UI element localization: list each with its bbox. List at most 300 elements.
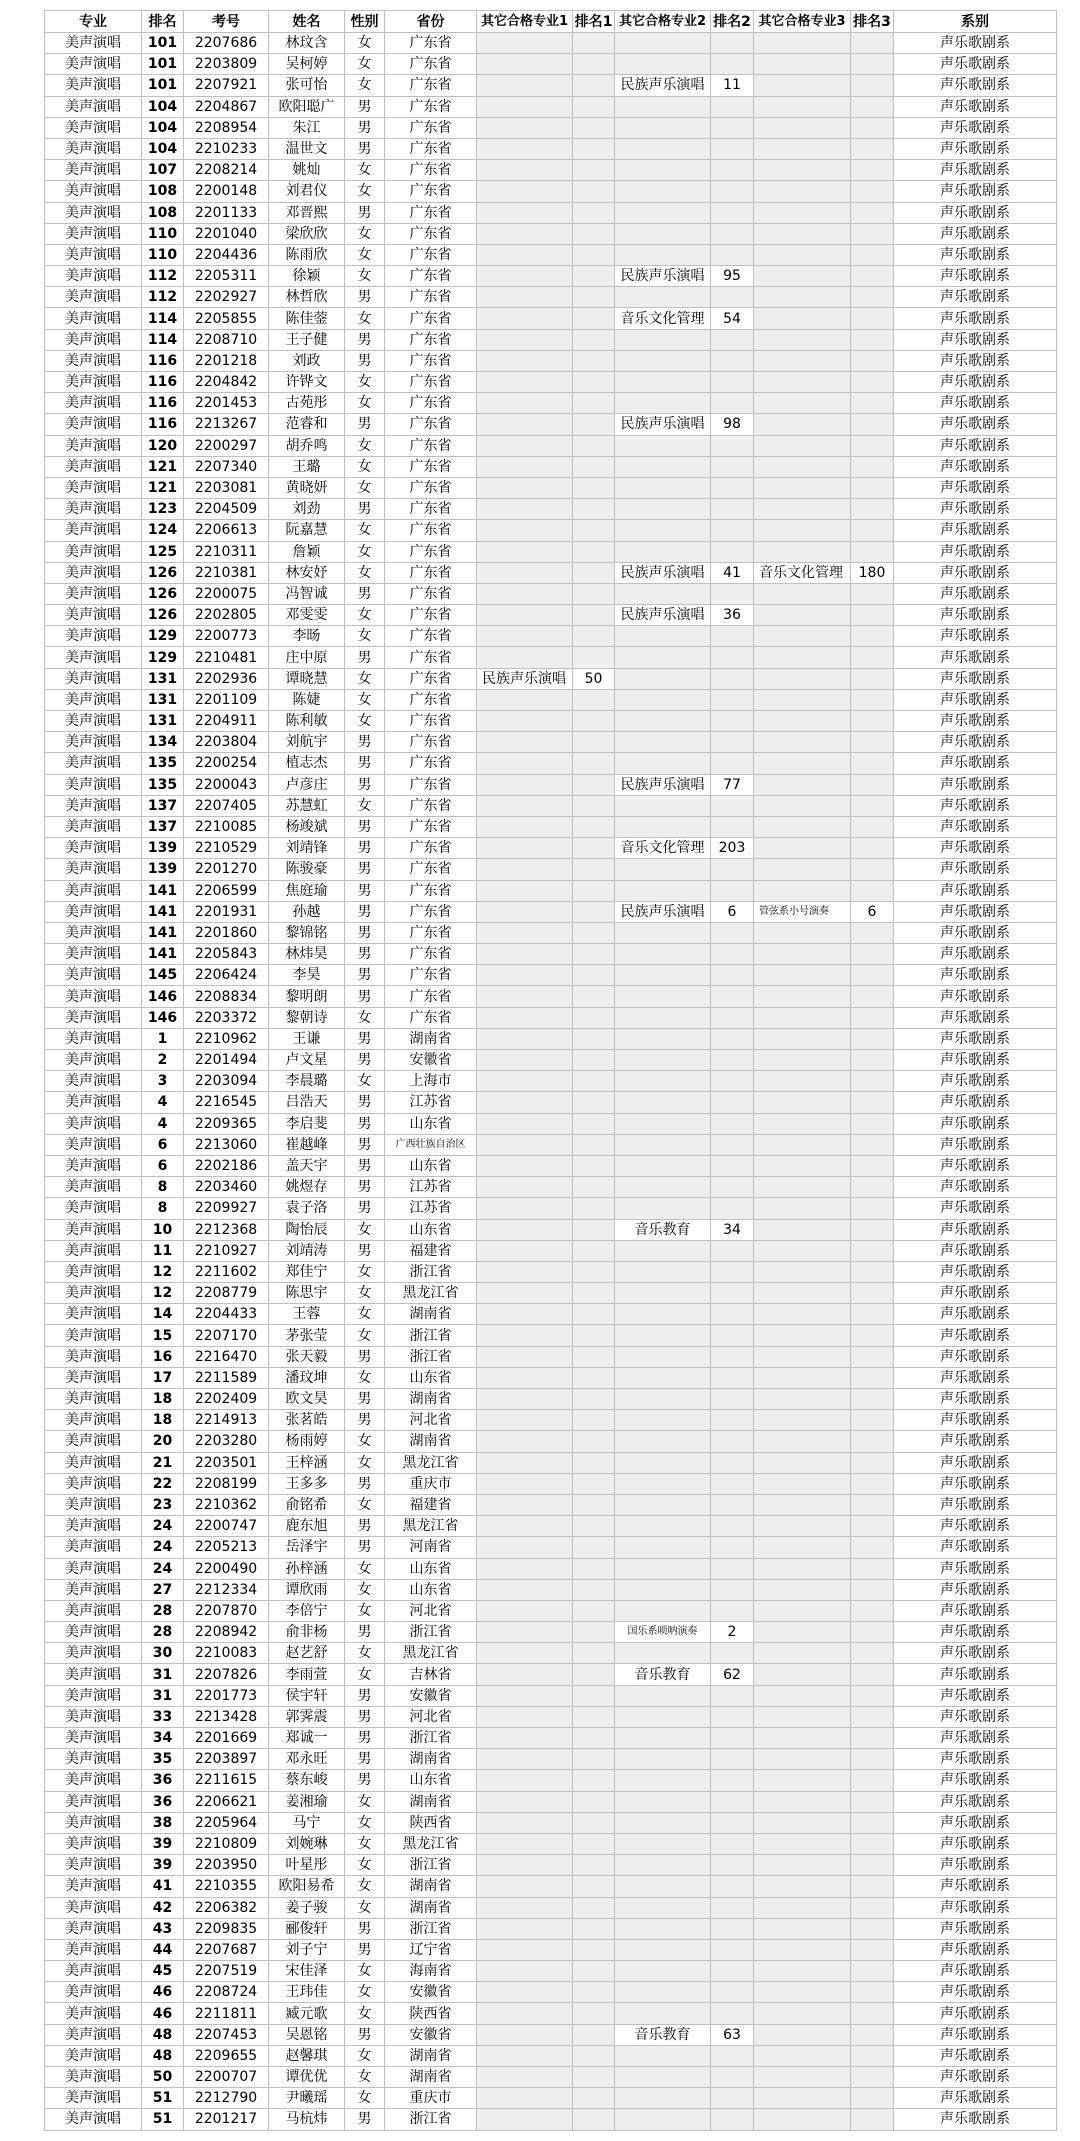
cell-gender[interactable]: 女 [345, 668, 385, 689]
cell-rank-3[interactable] [851, 477, 894, 498]
cell-rank[interactable]: 139 [142, 838, 184, 859]
cell-province[interactable]: 广东省 [385, 75, 477, 96]
cell-rank-3[interactable] [851, 1071, 894, 1092]
cell-other-major-3[interactable] [754, 308, 851, 329]
table-row[interactable] [45, 541, 1057, 562]
cell-rank-3[interactable]: 180 [851, 562, 894, 583]
cell-rank-3[interactable] [851, 414, 894, 435]
cell-other-major-2[interactable] [615, 1113, 711, 1134]
cell-other-major-1[interactable] [477, 795, 573, 816]
cell-rank-3[interactable] [851, 647, 894, 668]
cell-other-major-1[interactable] [477, 75, 573, 96]
cell-rank-2[interactable]: 98 [711, 414, 754, 435]
cell-rank-1[interactable] [573, 1982, 615, 2003]
cell-exam-number[interactable]: 2206599 [184, 880, 269, 901]
cell-major[interactable]: 美声演唱 [45, 1177, 142, 1198]
cell-other-major-2[interactable] [615, 2088, 711, 2109]
cell-exam-number[interactable]: 2207686 [184, 33, 269, 54]
cell-department[interactable]: 声乐歌剧系 [894, 96, 1057, 117]
cell-exam-number[interactable]: 2205964 [184, 1812, 269, 1833]
cell-gender[interactable]: 男 [345, 922, 385, 943]
cell-name[interactable]: 刘劲 [269, 499, 345, 520]
cell-name[interactable]: 陈婕 [269, 689, 345, 710]
cell-other-major-3[interactable] [754, 1897, 851, 1918]
cell-other-major-3[interactable] [754, 372, 851, 393]
table-row[interactable] [45, 138, 1057, 159]
cell-province[interactable]: 重庆市 [385, 2088, 477, 2109]
cell-rank-2[interactable] [711, 795, 754, 816]
cell-gender[interactable]: 男 [345, 414, 385, 435]
cell-rank-1[interactable] [573, 1558, 615, 1579]
cell-major[interactable]: 美声演唱 [45, 2003, 142, 2024]
cell-other-major-3[interactable] [754, 1452, 851, 1473]
cell-gender[interactable]: 男 [345, 1240, 385, 1261]
cell-rank-1[interactable] [573, 181, 615, 202]
cell-rank[interactable]: 3 [142, 1071, 184, 1092]
cell-exam-number[interactable]: 2200043 [184, 774, 269, 795]
cell-rank-3[interactable] [851, 2045, 894, 2066]
cell-rank-1[interactable] [573, 1092, 615, 1113]
cell-other-major-1[interactable] [477, 1050, 573, 1071]
cell-exam-number[interactable]: 2205213 [184, 1537, 269, 1558]
cell-rank[interactable]: 16 [142, 1346, 184, 1367]
cell-other-major-3[interactable] [754, 1982, 851, 2003]
cell-other-major-1[interactable] [477, 901, 573, 922]
cell-rank-3[interactable] [851, 795, 894, 816]
cell-other-major-1[interactable] [477, 1833, 573, 1854]
cell-province[interactable]: 山东省 [385, 1367, 477, 1388]
cell-other-major-1[interactable] [477, 1855, 573, 1876]
cell-major[interactable]: 美声演唱 [45, 1134, 142, 1155]
cell-department[interactable]: 声乐歌剧系 [894, 2024, 1057, 2045]
cell-rank-3[interactable] [851, 1325, 894, 1346]
cell-other-major-3[interactable] [754, 1240, 851, 1261]
table-row[interactable] [45, 2088, 1057, 2109]
cell-major[interactable]: 美声演唱 [45, 859, 142, 880]
cell-department[interactable]: 声乐歌剧系 [894, 1431, 1057, 1452]
table-row[interactable] [45, 1219, 1057, 1240]
cell-other-major-1[interactable] [477, 202, 573, 223]
cell-rank-2[interactable]: 62 [711, 1664, 754, 1685]
cell-other-major-3[interactable] [754, 75, 851, 96]
cell-other-major-1[interactable] [477, 1537, 573, 1558]
cell-exam-number[interactable]: 2201109 [184, 689, 269, 710]
table-row[interactable] [45, 1812, 1057, 1833]
cell-exam-number[interactable]: 2206613 [184, 520, 269, 541]
cell-rank-3[interactable]: 6 [851, 901, 894, 922]
cell-other-major-3[interactable] [754, 1855, 851, 1876]
cell-rank-3[interactable] [851, 393, 894, 414]
cell-other-major-2[interactable]: 民族声乐演唱 [615, 75, 711, 96]
cell-rank-1[interactable] [573, 1664, 615, 1685]
cell-exam-number[interactable]: 2202805 [184, 605, 269, 626]
cell-rank-2[interactable] [711, 541, 754, 562]
cell-province[interactable]: 广东省 [385, 308, 477, 329]
table-row[interactable] [45, 266, 1057, 287]
cell-other-major-1[interactable] [477, 711, 573, 732]
cell-other-major-3[interactable] [754, 1071, 851, 1092]
table-row[interactable] [45, 117, 1057, 138]
cell-rank-2[interactable] [711, 668, 754, 689]
cell-major[interactable]: 美声演唱 [45, 1410, 142, 1431]
cell-exam-number[interactable]: 2203094 [184, 1071, 269, 1092]
cell-department[interactable]: 声乐歌剧系 [894, 605, 1057, 626]
cell-rank[interactable]: 2 [142, 1050, 184, 1071]
cell-name[interactable]: 卢彦庄 [269, 774, 345, 795]
cell-rank-3[interactable] [851, 520, 894, 541]
cell-department[interactable]: 声乐歌剧系 [894, 2088, 1057, 2109]
cell-rank-2[interactable] [711, 223, 754, 244]
cell-other-major-1[interactable] [477, 1643, 573, 1664]
cell-name[interactable]: 崔越峰 [269, 1134, 345, 1155]
cell-rank-1[interactable] [573, 1770, 615, 1791]
cell-exam-number[interactable]: 2205311 [184, 266, 269, 287]
cell-exam-number[interactable]: 2208942 [184, 1622, 269, 1643]
cell-other-major-2[interactable] [615, 1410, 711, 1431]
cell-name[interactable]: 植志杰 [269, 753, 345, 774]
cell-major[interactable]: 美声演唱 [45, 1537, 142, 1558]
cell-department[interactable]: 声乐歌剧系 [894, 1177, 1057, 1198]
cell-exam-number[interactable]: 2202409 [184, 1389, 269, 1410]
cell-name[interactable]: 杨竣斌 [269, 816, 345, 837]
cell-name[interactable]: 王璐 [269, 456, 345, 477]
cell-major[interactable]: 美声演唱 [45, 1155, 142, 1176]
cell-other-major-3[interactable] [754, 1537, 851, 1558]
cell-rank-2[interactable] [711, 1431, 754, 1452]
cell-rank[interactable]: 46 [142, 1982, 184, 2003]
cell-other-major-3[interactable] [754, 223, 851, 244]
cell-province[interactable]: 安徽省 [385, 2024, 477, 2045]
table-row[interactable] [45, 2067, 1057, 2088]
cell-rank-2[interactable] [711, 922, 754, 943]
cell-department[interactable]: 声乐歌剧系 [894, 1219, 1057, 1240]
cell-name[interactable]: 黄晓妍 [269, 477, 345, 498]
table-row[interactable] [45, 1325, 1057, 1346]
cell-name[interactable]: 阮嘉慧 [269, 520, 345, 541]
cell-gender[interactable]: 男 [345, 1389, 385, 1410]
cell-province[interactable]: 山东省 [385, 1770, 477, 1791]
cell-major[interactable]: 美声演唱 [45, 1897, 142, 1918]
cell-province[interactable]: 陕西省 [385, 2003, 477, 2024]
table-row[interactable] [45, 711, 1057, 732]
cell-other-major-1[interactable] [477, 1431, 573, 1452]
cell-name[interactable]: 刘航宇 [269, 732, 345, 753]
cell-major[interactable]: 美声演唱 [45, 1876, 142, 1897]
cell-department[interactable]: 声乐歌剧系 [894, 986, 1057, 1007]
cell-rank-1[interactable] [573, 1897, 615, 1918]
cell-rank[interactable]: 28 [142, 1600, 184, 1621]
cell-rank-3[interactable] [851, 1219, 894, 1240]
cell-rank[interactable]: 10 [142, 1219, 184, 1240]
cell-rank-3[interactable] [851, 1134, 894, 1155]
cell-other-major-3[interactable] [754, 350, 851, 371]
cell-gender[interactable]: 男 [345, 965, 385, 986]
cell-gender[interactable]: 女 [345, 223, 385, 244]
cell-rank-3[interactable] [851, 626, 894, 647]
cell-major[interactable]: 美声演唱 [45, 477, 142, 498]
header-exam-number[interactable]: 考号 [184, 11, 269, 33]
cell-province[interactable]: 黑龙江省 [385, 1516, 477, 1537]
cell-major[interactable]: 美声演唱 [45, 223, 142, 244]
cell-rank-3[interactable] [851, 1494, 894, 1515]
cell-rank-2[interactable] [711, 1579, 754, 1600]
table-row[interactable] [45, 308, 1057, 329]
cell-rank-2[interactable] [711, 520, 754, 541]
cell-province[interactable]: 浙江省 [385, 1325, 477, 1346]
cell-rank-1[interactable] [573, 2024, 615, 2045]
cell-province[interactable]: 广东省 [385, 223, 477, 244]
cell-rank-2[interactable] [711, 1071, 754, 1092]
cell-rank-1[interactable] [573, 986, 615, 1007]
cell-major[interactable]: 美声演唱 [45, 1028, 142, 1049]
cell-gender[interactable]: 男 [345, 1622, 385, 1643]
cell-other-major-1[interactable] [477, 1600, 573, 1621]
cell-name[interactable]: 李倍宁 [269, 1600, 345, 1621]
cell-other-major-1[interactable] [477, 2088, 573, 2109]
cell-other-major-1[interactable] [477, 244, 573, 265]
cell-department[interactable]: 声乐歌剧系 [894, 520, 1057, 541]
cell-province[interactable]: 黑龙江省 [385, 1833, 477, 1854]
cell-other-major-2[interactable] [615, 1770, 711, 1791]
cell-major[interactable]: 美声演唱 [45, 1579, 142, 1600]
cell-major[interactable]: 美声演唱 [45, 372, 142, 393]
table-row[interactable] [45, 2045, 1057, 2066]
cell-rank[interactable]: 22 [142, 1473, 184, 1494]
cell-exam-number[interactable]: 2212790 [184, 2088, 269, 2109]
cell-rank-1[interactable] [573, 1367, 615, 1388]
cell-rank-1[interactable] [573, 562, 615, 583]
cell-rank[interactable]: 101 [142, 33, 184, 54]
cell-rank-3[interactable] [851, 1473, 894, 1494]
table-row[interactable] [45, 181, 1057, 202]
cell-rank-1[interactable] [573, 1622, 615, 1643]
cell-other-major-3[interactable] [754, 499, 851, 520]
cell-name[interactable]: 姜子骏 [269, 1897, 345, 1918]
cell-other-major-1[interactable] [477, 2024, 573, 2045]
cell-gender[interactable]: 女 [345, 1283, 385, 1304]
cell-exam-number[interactable]: 2211589 [184, 1367, 269, 1388]
cell-rank[interactable]: 116 [142, 372, 184, 393]
cell-gender[interactable]: 男 [345, 880, 385, 901]
cell-rank-3[interactable] [851, 1876, 894, 1897]
cell-department[interactable]: 声乐歌剧系 [894, 1770, 1057, 1791]
cell-exam-number[interactable]: 2201040 [184, 223, 269, 244]
cell-rank[interactable]: 21 [142, 1452, 184, 1473]
cell-rank[interactable]: 135 [142, 774, 184, 795]
cell-rank[interactable]: 48 [142, 2045, 184, 2066]
cell-rank-3[interactable] [851, 1007, 894, 1028]
cell-exam-number[interactable]: 2207826 [184, 1664, 269, 1685]
cell-major[interactable]: 美声演唱 [45, 901, 142, 922]
cell-rank-3[interactable] [851, 1897, 894, 1918]
table-row[interactable] [45, 1389, 1057, 1410]
cell-rank-2[interactable]: 54 [711, 308, 754, 329]
cell-rank-1[interactable] [573, 1452, 615, 1473]
cell-department[interactable]: 声乐歌剧系 [894, 922, 1057, 943]
cell-major[interactable]: 美声演唱 [45, 1050, 142, 1071]
cell-gender[interactable]: 男 [345, 2024, 385, 2045]
cell-other-major-3[interactable] [754, 774, 851, 795]
header-major[interactable]: 专业 [45, 11, 142, 33]
cell-department[interactable]: 声乐歌剧系 [894, 414, 1057, 435]
cell-rank-3[interactable] [851, 202, 894, 223]
cell-department[interactable]: 声乐歌剧系 [894, 372, 1057, 393]
cell-other-major-2[interactable] [615, 287, 711, 308]
cell-rank-2[interactable] [711, 477, 754, 498]
cell-other-major-1[interactable] [477, 1876, 573, 1897]
cell-other-major-3[interactable] [754, 944, 851, 965]
cell-other-major-3[interactable] [754, 1261, 851, 1282]
cell-other-major-1[interactable] [477, 1283, 573, 1304]
cell-rank[interactable]: 131 [142, 711, 184, 732]
cell-other-major-1[interactable] [477, 1706, 573, 1727]
cell-province[interactable]: 广东省 [385, 901, 477, 922]
cell-rank[interactable]: 145 [142, 965, 184, 986]
cell-exam-number[interactable]: 2210083 [184, 1643, 269, 1664]
cell-department[interactable]: 声乐歌剧系 [894, 1346, 1057, 1367]
cell-rank-1[interactable] [573, 202, 615, 223]
table-row[interactable] [45, 33, 1057, 54]
cell-other-major-1[interactable] [477, 583, 573, 604]
cell-department[interactable]: 声乐歌剧系 [894, 1961, 1057, 1982]
cell-major[interactable]: 美声演唱 [45, 456, 142, 477]
header-gender[interactable]: 性别 [345, 11, 385, 33]
cell-gender[interactable]: 女 [345, 1261, 385, 1282]
cell-rank-1[interactable] [573, 816, 615, 837]
cell-exam-number[interactable]: 2211811 [184, 2003, 269, 2024]
cell-name[interactable]: 郭霁震 [269, 1706, 345, 1727]
cell-name[interactable]: 李晨璐 [269, 1071, 345, 1092]
table-row[interactable] [45, 223, 1057, 244]
cell-other-major-1[interactable] [477, 1410, 573, 1431]
cell-rank[interactable]: 28 [142, 1622, 184, 1643]
cell-rank-3[interactable] [851, 1155, 894, 1176]
cell-rank-2[interactable] [711, 1155, 754, 1176]
cell-rank-3[interactable] [851, 1261, 894, 1282]
cell-rank-2[interactable] [711, 1028, 754, 1049]
cell-rank[interactable]: 108 [142, 181, 184, 202]
cell-major[interactable]: 美声演唱 [45, 1791, 142, 1812]
table-row[interactable] [45, 1876, 1057, 1897]
cell-rank[interactable]: 126 [142, 583, 184, 604]
cell-name[interactable]: 叶星彤 [269, 1855, 345, 1876]
cell-exam-number[interactable]: 2216470 [184, 1346, 269, 1367]
table-row[interactable] [45, 1240, 1057, 1261]
cell-gender[interactable]: 男 [345, 1134, 385, 1155]
cell-rank-1[interactable] [573, 244, 615, 265]
cell-rank[interactable]: 51 [142, 2088, 184, 2109]
cell-department[interactable]: 声乐歌剧系 [894, 1579, 1057, 1600]
cell-rank-2[interactable] [711, 244, 754, 265]
cell-department[interactable]: 声乐歌剧系 [894, 647, 1057, 668]
cell-gender[interactable]: 男 [345, 1537, 385, 1558]
cell-department[interactable]: 声乐歌剧系 [894, 965, 1057, 986]
cell-rank-1[interactable] [573, 117, 615, 138]
cell-other-major-1[interactable] [477, 1325, 573, 1346]
cell-name[interactable]: 黎朝诗 [269, 1007, 345, 1028]
cell-major[interactable]: 美声演唱 [45, 1367, 142, 1388]
cell-other-major-2[interactable] [615, 816, 711, 837]
cell-other-major-2[interactable] [615, 1071, 711, 1092]
cell-exam-number[interactable]: 2210927 [184, 1240, 269, 1261]
cell-major[interactable]: 美声演唱 [45, 1812, 142, 1833]
cell-rank[interactable]: 131 [142, 668, 184, 689]
cell-province[interactable]: 广东省 [385, 711, 477, 732]
cell-gender[interactable]: 男 [345, 774, 385, 795]
cell-name[interactable]: 欧阳聪广 [269, 96, 345, 117]
cell-exam-number[interactable]: 2208834 [184, 986, 269, 1007]
cell-other-major-2[interactable] [615, 181, 711, 202]
cell-name[interactable]: 朱江 [269, 117, 345, 138]
cell-name[interactable]: 王玮佳 [269, 1982, 345, 2003]
cell-other-major-3[interactable] [754, 456, 851, 477]
cell-province[interactable]: 湖南省 [385, 1431, 477, 1452]
cell-rank[interactable]: 8 [142, 1198, 184, 1219]
cell-department[interactable]: 声乐歌剧系 [894, 329, 1057, 350]
cell-rank-2[interactable] [711, 1177, 754, 1198]
table-row[interactable] [45, 1007, 1057, 1028]
cell-other-major-3[interactable] [754, 689, 851, 710]
cell-rank[interactable]: 114 [142, 329, 184, 350]
cell-province[interactable]: 广东省 [385, 393, 477, 414]
cell-other-major-3[interactable] [754, 922, 851, 943]
cell-other-major-3[interactable] [754, 732, 851, 753]
cell-other-major-3[interactable] [754, 160, 851, 181]
cell-rank-1[interactable] [573, 1473, 615, 1494]
cell-province[interactable]: 河北省 [385, 1410, 477, 1431]
cell-exam-number[interactable]: 2213428 [184, 1706, 269, 1727]
cell-other-major-3[interactable] [754, 1791, 851, 1812]
cell-rank-2[interactable] [711, 1749, 754, 1770]
cell-department[interactable]: 声乐歌剧系 [894, 668, 1057, 689]
table-row[interactable] [45, 435, 1057, 456]
cell-other-major-2[interactable] [615, 1918, 711, 1939]
cell-other-major-2[interactable] [615, 1643, 711, 1664]
cell-other-major-2[interactable] [615, 1092, 711, 1113]
cell-major[interactable]: 美声演唱 [45, 202, 142, 223]
cell-other-major-3[interactable] [754, 795, 851, 816]
cell-department[interactable]: 声乐歌剧系 [894, 1622, 1057, 1643]
cell-rank[interactable]: 39 [142, 1833, 184, 1854]
cell-name[interactable]: 胡乔鸣 [269, 435, 345, 456]
cell-other-major-1[interactable] [477, 1622, 573, 1643]
cell-rank[interactable]: 12 [142, 1283, 184, 1304]
cell-exam-number[interactable]: 2210809 [184, 1833, 269, 1854]
cell-other-major-2[interactable] [615, 2045, 711, 2066]
cell-rank[interactable]: 8 [142, 1177, 184, 1198]
cell-other-major-1[interactable] [477, 1494, 573, 1515]
cell-other-major-3[interactable] [754, 1155, 851, 1176]
cell-rank-2[interactable] [711, 1410, 754, 1431]
cell-exam-number[interactable]: 2210481 [184, 647, 269, 668]
cell-other-major-3[interactable] [754, 1876, 851, 1897]
cell-rank-3[interactable] [851, 944, 894, 965]
cell-rank[interactable]: 12 [142, 1261, 184, 1282]
cell-exam-number[interactable]: 2210962 [184, 1028, 269, 1049]
cell-rank[interactable]: 27 [142, 1579, 184, 1600]
cell-other-major-2[interactable] [615, 1791, 711, 1812]
cell-rank-1[interactable] [573, 1685, 615, 1706]
cell-province[interactable]: 安徽省 [385, 1050, 477, 1071]
cell-rank-3[interactable] [851, 838, 894, 859]
cell-rank-3[interactable] [851, 96, 894, 117]
cell-other-major-1[interactable] [477, 1664, 573, 1685]
cell-exam-number[interactable]: 2204911 [184, 711, 269, 732]
cell-province[interactable]: 河北省 [385, 1706, 477, 1727]
cell-gender[interactable]: 女 [345, 605, 385, 626]
cell-province[interactable]: 湖南省 [385, 1791, 477, 1812]
cell-rank-2[interactable] [711, 33, 754, 54]
